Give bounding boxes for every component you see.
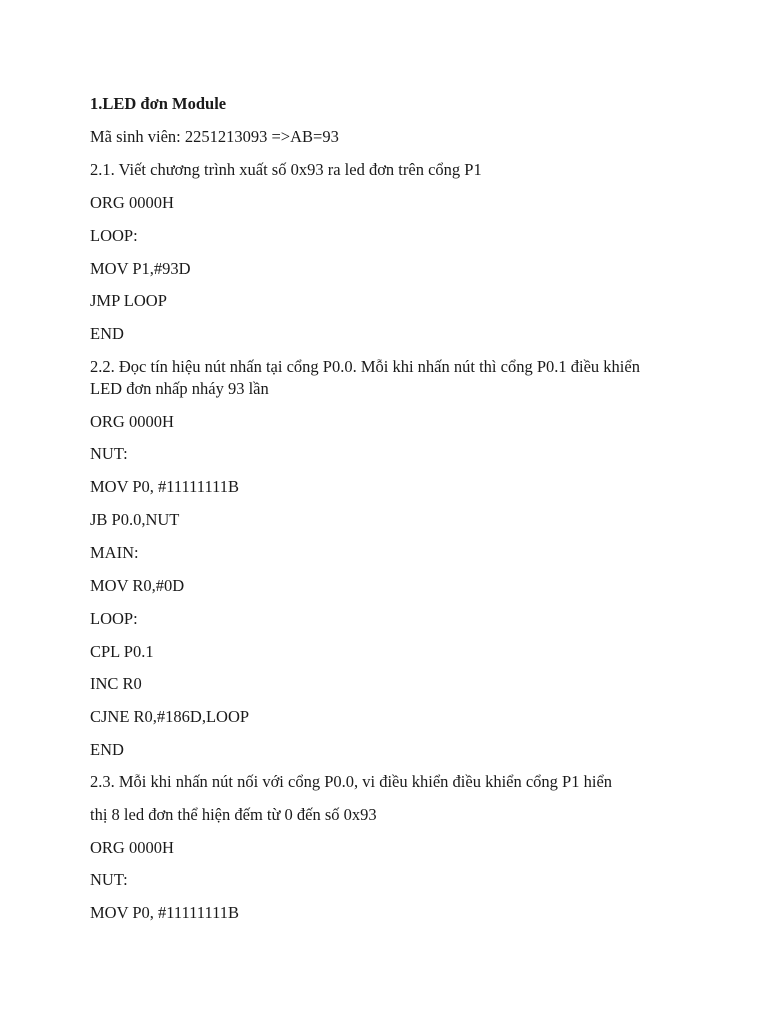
student-id-line: Mã sinh viên: 2251213093 =>AB=93	[90, 127, 339, 146]
code-line: NUT:	[90, 444, 128, 463]
code-line: LOOP:	[90, 226, 138, 245]
document-title: 1.LED đơn Module	[90, 94, 227, 113]
section-2-1-heading: 2.1. Viết chương trình xuất số 0x93 ra led đơn trên cổng P1	[90, 160, 482, 179]
code-line: INC R0	[90, 674, 142, 693]
code-line: CJNE R0,#186D,LOOP	[90, 707, 250, 726]
section-2-2-heading-line2: LED đơn nhấp nháy 93 lần	[90, 379, 269, 398]
code-line: END	[90, 740, 124, 759]
section-2-2-heading-line1: 2.2. Đọc tín hiệu nút nhấn tại cổng P0.0. Mỗi khi nhấn nút thì cổng P0.1 điều khiển	[90, 357, 640, 376]
code-line: NUT:	[90, 870, 128, 889]
code-line: MAIN:	[90, 543, 139, 562]
code-line: CPL P0.1	[90, 642, 154, 661]
code-line: MOV R0,#0D	[90, 576, 185, 595]
code-line: MOV P0, #11111111B	[90, 477, 239, 496]
section-2-3-heading-line2: thị 8 led đơn thể hiện đếm từ 0 đến số 0x93	[90, 805, 377, 824]
code-line: JB P0.0,NUT	[90, 510, 180, 529]
section-2-3-heading-line1: 2.3. Mỗi khi nhấn nút nối với cổng P0.0, vi điều khiển điều khiển cổng P1 hiển	[90, 772, 613, 791]
code-line: MOV P1,#93D	[90, 259, 191, 278]
code-line: MOV P0, #11111111B	[90, 903, 239, 922]
code-line: ORG 0000H	[90, 193, 174, 212]
code-line: LOOP:	[90, 609, 138, 628]
code-line: END	[90, 324, 124, 343]
code-line: ORG 0000H	[90, 838, 174, 857]
code-line: ORG 0000H	[90, 412, 174, 431]
code-line: JMP LOOP	[90, 291, 167, 310]
